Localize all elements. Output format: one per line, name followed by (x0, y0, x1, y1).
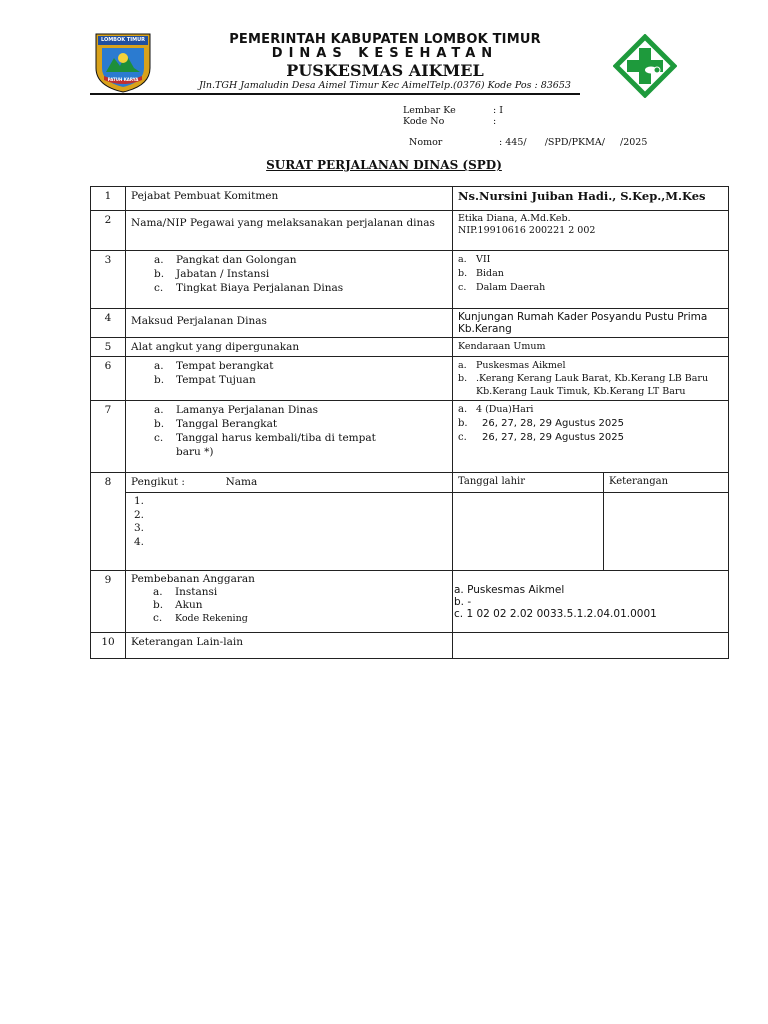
table-row (91, 633, 729, 659)
list-item: a. Tempat berangkat (154, 360, 274, 372)
list-item: b. Tanggal Berangkat (154, 418, 278, 430)
table-row (91, 401, 729, 473)
companions-note-cell (604, 493, 729, 571)
table-row (91, 309, 729, 338)
row-number: 1 (91, 187, 126, 211)
header-government: PEMERINTAH KABUPATEN LOMBOK TIMUR (229, 32, 541, 47)
row-number: 8 (91, 473, 126, 571)
row-number: 9 (91, 571, 126, 633)
table-row (91, 493, 729, 571)
list-item: c. Tingkat Biaya Perjalanan Dinas (154, 282, 344, 294)
header-department: DINAS KESEHATAN (271, 46, 499, 61)
row-number: 10 (91, 633, 126, 659)
column-header-nama: Nama (225, 476, 258, 488)
list-item: 4. (134, 535, 145, 548)
table-row (91, 251, 729, 309)
meta-lembar: Lembar Ke : I (403, 105, 503, 116)
row-value (453, 251, 729, 309)
column-header-tanggal-lahir: Tanggal lahir (453, 473, 604, 493)
row-number: 4 (91, 309, 126, 338)
row-number: 6 (91, 357, 126, 401)
row-value (453, 401, 729, 473)
row-value (453, 211, 729, 251)
table-row (91, 211, 729, 251)
list-item: a. Lamanya Perjalanan Dinas (154, 404, 319, 416)
row-label: Pengikut : Nama (126, 473, 453, 493)
companions-birthdate-cell (453, 493, 604, 571)
row-label: Pembebanan Anggaran a. Instansi b. Akun c. Kode Rekening (126, 571, 453, 633)
list-item: a. Pangkat dan Golongan (154, 254, 297, 266)
row-number: 2 (91, 211, 126, 251)
header-puskesmas: PUSKESMAS AIKMEL (286, 61, 484, 80)
row-label (126, 251, 453, 309)
list-item: a. 4 (Dua)Hari (458, 404, 534, 415)
list-item: c. Tanggal harus kembali/tiba di tempat baru *) (154, 432, 376, 458)
row-number: 7 (91, 401, 126, 473)
lombok-timur-logo (90, 28, 156, 94)
row-label: Alat angkut yang dipergunakan (126, 338, 453, 357)
list-item: a. VII (458, 254, 491, 265)
meta-kode: Kode No : (403, 116, 497, 127)
list-item: c. Kode Rekening (153, 612, 248, 624)
logo-top-text: LOMBOK TIMUR (100, 37, 146, 43)
row-label (126, 357, 453, 401)
table-row (91, 338, 729, 357)
spd-table (90, 186, 729, 659)
row-value (453, 633, 729, 659)
header-divider (90, 93, 580, 95)
list-item: 2. (134, 508, 145, 521)
row-value (453, 357, 729, 401)
table-row (91, 357, 729, 401)
table-row (91, 473, 729, 493)
row-value: Kendaraan Umum (453, 338, 729, 357)
document-title: SURAT PERJALANAN DINAS (SPD) (266, 158, 502, 172)
list-item: a. Puskesmas Aikmel (458, 360, 566, 371)
row-label: Nama/NIP Pegawai yang melaksanakan perjalanan dinas (126, 211, 453, 251)
table-row (91, 187, 729, 211)
row-value: Kunjungan Rumah Kader Posyandu Pustu Prima Kb.Kerang (453, 309, 729, 338)
list-item: b. .Kerang Kerang Lauk Barat, Kb.Kerang LB Baru Kb.Kerang Lauk Timuk, Kb.Kerang LT Baru (458, 373, 709, 397)
row-value: Ns.Nursini Juiban Hadi., S.Kep.,M.Kes (453, 187, 729, 211)
list-item: b. 26, 27, 28, 29 Agustus 2025 (458, 418, 624, 429)
row-label: Keterangan Lain-lain (126, 633, 453, 659)
list-item: 1. (134, 495, 145, 507)
row-label: Pejabat Pembuat Komitmen (126, 187, 453, 211)
list-item: b. Bidan (458, 268, 504, 279)
header-address: Jln.TGH Jamaludin Desa Aimel Timur Kec AimelTelp.(0376) Kode Pos : 83653 (199, 80, 571, 91)
meta-nomor: Nomor : 445/ /SPD/PKMA/ /2025 (409, 137, 648, 148)
list-item: a. Instansi (153, 586, 218, 598)
list-item: 3. (134, 522, 145, 534)
list-item: c. Dalam Daerah (458, 282, 546, 293)
logo-bottom-text: PATUH KARYA (107, 77, 139, 82)
employee-name: Etika Diana, A.Md.Keb. (458, 213, 571, 224)
list-item: c. 26, 27, 28, 29 Agustus 2025 (458, 432, 624, 443)
row-label (126, 401, 453, 473)
table-row (91, 571, 729, 633)
row-number: 5 (91, 338, 126, 357)
puskesmas-logo (613, 34, 677, 98)
list-item: b. Jabatan / Instansi (154, 268, 270, 280)
column-header-keterangan: Keterangan (604, 473, 729, 493)
row-value: a. Puskesmas Aikmel b. - c. 1 02 02 2.02 0033.5.1.2.04.01.0001 (453, 571, 729, 633)
list-item: b. Akun (153, 599, 203, 611)
companions-list (126, 493, 453, 571)
list-item: b. Tempat Tujuan (154, 374, 256, 386)
row-label: Maksud Perjalanan Dinas (126, 309, 453, 338)
row-number: 3 (91, 251, 126, 309)
employee-nip: NIP.19910616 200221 2 002 (458, 225, 596, 236)
